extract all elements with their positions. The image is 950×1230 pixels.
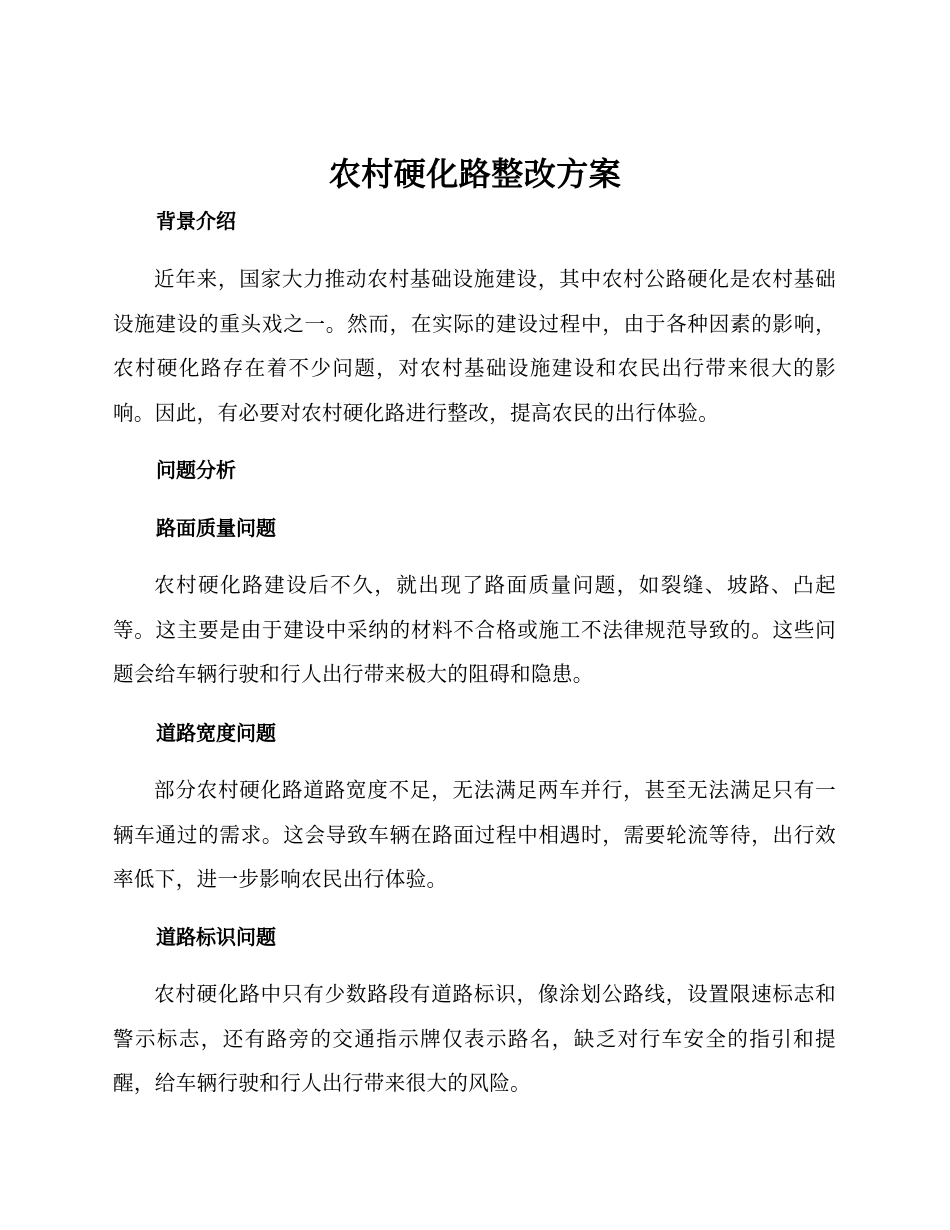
section-heading-road-signs: 道路标识问题 [156, 925, 276, 949]
section-paragraph-road-signs: 农村硬化路中只有少数路段有道路标识，像涂划公路线，设置限速标志和警示标志，还有路旁的交通指示牌仅表示路名，缺乏对行车安全的指引和提醒，给车辆行驶和行人出行带来很大的风险。 [113, 982, 836, 1095]
section-paragraph-background: 近年来，国家大力推动农村基础设施建设，其中农村公路硬化是农村基础设施建设的重头戏之一。然而，在实际的建设过程中，由于各种因素的影响，农村硬化路存在着不少问题，对农村基础设施建设和农民出行带来很大的影响。因此，有必要对农村硬化路进行整改，提高农民的出行体验。 [113, 267, 836, 425]
section-heading-background: 背景介绍 [156, 209, 236, 233]
section-paragraph-road-quality: 农村硬化路建设后不久，就出现了路面质量问题，如裂缝、坡路、凸起等。这主要是由于建设中采纳的材料不合格或施工不法律规范导致的。这些问题会给车辆行驶和行人出行带来极大的阻碍和隐患。 [113, 573, 836, 686]
section-paragraph-road-width: 部分农村硬化路道路宽度不足，无法满足两车并行，甚至无法满足只有一辆车通过的需求。这会导致车辆在路面过程中相遇时，需要轮流等待，出行效率低下，进一步影响农民出行体验。 [113, 778, 836, 891]
section-heading-road-width: 道路宽度问题 [156, 721, 276, 745]
section-heading-road-quality: 路面质量问题 [156, 516, 276, 540]
section-heading-problem-analysis: 问题分析 [156, 458, 236, 482]
document-title: 农村硬化路整改方案 [328, 155, 622, 193]
